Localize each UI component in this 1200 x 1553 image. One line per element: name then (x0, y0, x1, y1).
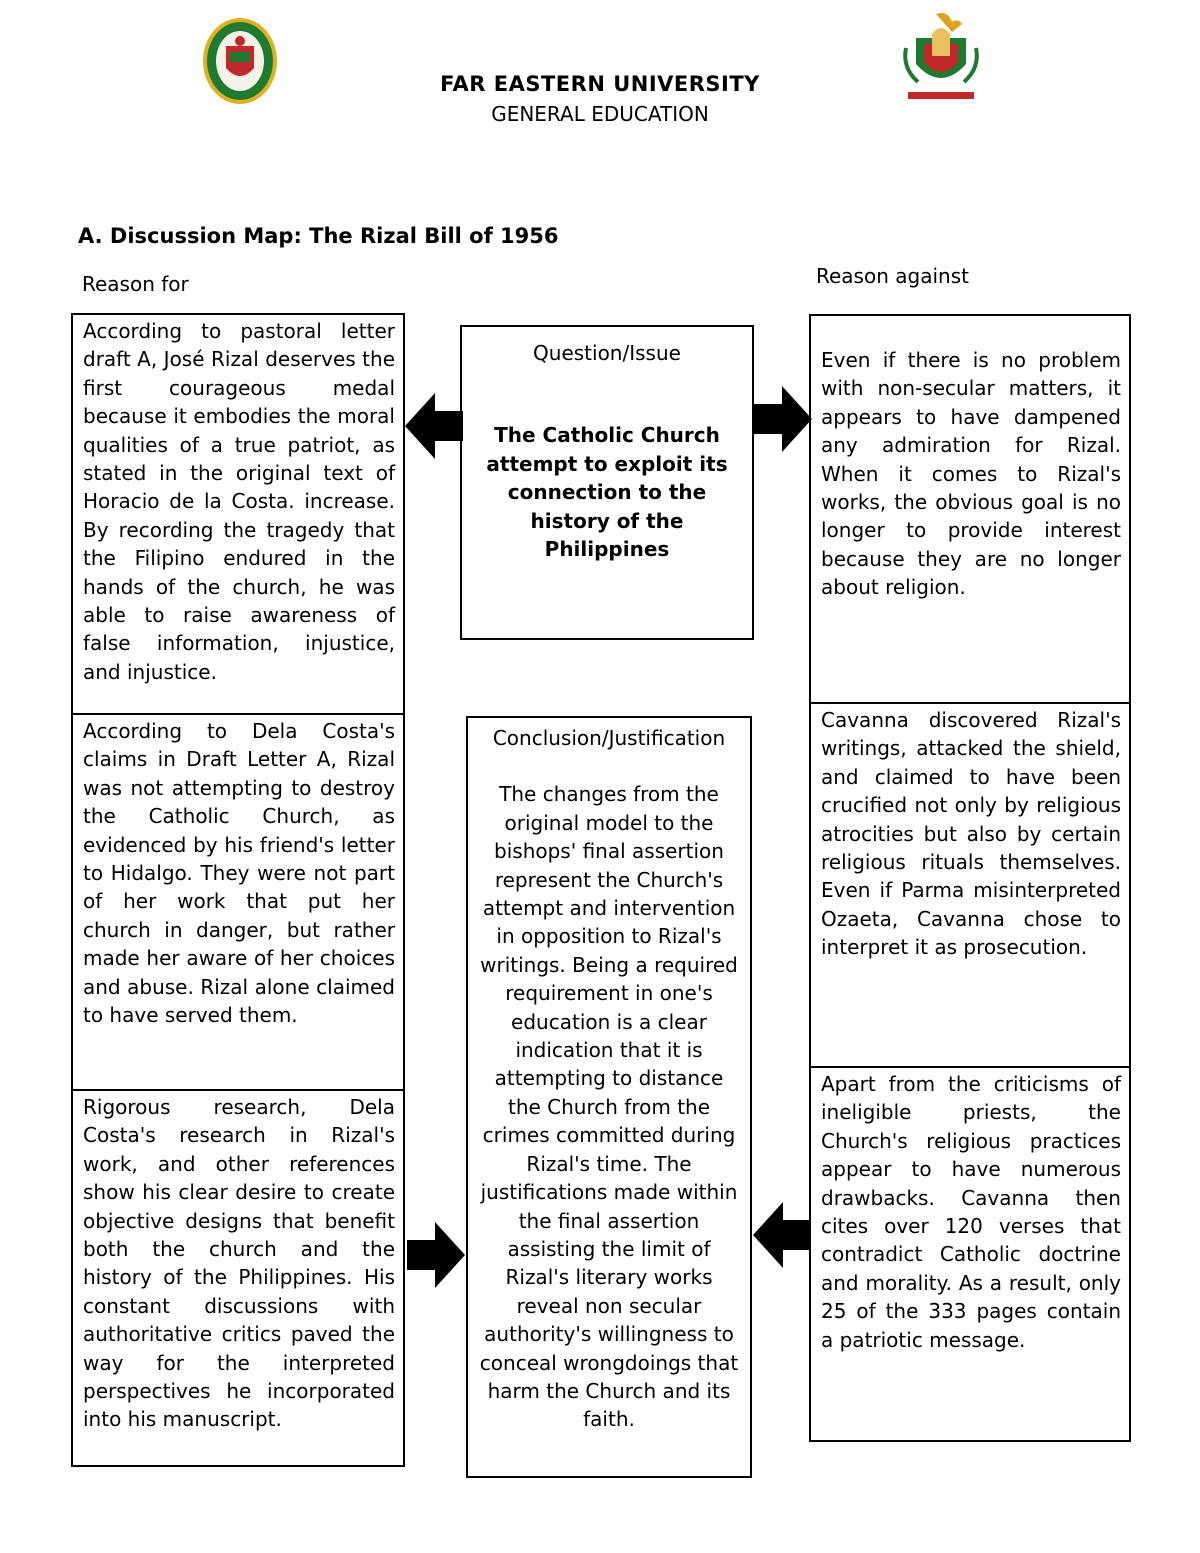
reason-for-box-3 (71, 1089, 405, 1467)
question-issue-label: Question/Issue (533, 341, 681, 365)
section-title: A. Discussion Map: The Rizal Bill of 1956 (78, 224, 559, 248)
question-issue-text: The Catholic Church attempt to exploit its connection to the history of the Philippines (486, 423, 728, 562)
reason-for-box-2 (71, 713, 405, 1091)
arrow-right-icon (752, 386, 812, 452)
reason-against-box-2 (809, 702, 1131, 1068)
arrow-left-icon (405, 393, 465, 459)
reason-against-box-3 (809, 1066, 1131, 1442)
arrow-right-to-conclusion-icon (405, 1222, 465, 1288)
reason-against-label: Reason against (816, 264, 969, 288)
reason-for-text-1: According to pastoral letter draft A, José Rizal deserves the first courageous medal because it embodies the moral qualities of a true patriot, as stated in the original text of Horacio de la Costa. increase. By recording the tragedy that the Filipino endured in the hands of the church, he was able to raise awareness of false information, injustice, and injustice. (83, 319, 395, 684)
university-name: FAR EASTERN UNIVERSITY (440, 72, 760, 96)
reason-against-text-3: Apart from the criticisms of ineligible priests, the Church's religious practices appear to have numerous drawbacks. Cavanna then cites over 120 verses that contradict Catholic doctrine and morality. As a result, only 25 of the 333 pages contain a patriotic message. (821, 1072, 1121, 1352)
conclusion-text: The changes from the original model to the bishops' final assertion represent the Church's attempt and intervention in opposition to Rizal's writings. Being a required requirement in one's education is a clear indication that it is attempting to distance the Church from the crimes committed during Rizal's time. The justifications made within the final assertion assisting the limit of Rizal's literary works reveal non secular authority's willingness to conceal wrongdoings that harm the Church and its faith. (479, 782, 739, 1432)
reason-against-box-1 (809, 314, 1131, 704)
reason-against-text-2: Cavanna discovered Rizal's writings, attacked the shield, and claimed to have been crucified not only by religious atrocities but also by certain religious rituals themselves. Even if Parma misinterpreted Ozaeta, Cavanna chose to interpret it as prosecution. (821, 708, 1121, 960)
reason-against-text-1: Even if there is no problem with non-secular matters, it appears to have dampened any admiration for Rizal. When it comes to Rizal's works, the obvious goal is no longer to provide interest because they are no longer about religion. (821, 348, 1121, 600)
conclusion-label: Conclusion/Justification (492, 726, 726, 750)
reason-for-label: Reason for (82, 272, 189, 296)
department-name: GENERAL EDUCATION (491, 102, 709, 126)
question-issue-box (460, 325, 754, 640)
conclusion-box (466, 716, 752, 1478)
reason-for-box-1 (71, 313, 405, 715)
reason-for-text-3: Rigorous research, Dela Costa's research in Rizal's work, and other references show his clear desire to create objective designs that benefit both the church and the history of the Philippines. His constant discussions with authoritative critics paved the way for the interpreted perspectives he incorporated into his manuscript. (83, 1095, 395, 1432)
arrow-left-to-conclusion-icon (753, 1202, 813, 1268)
reason-for-text-2: According to Dela Costa's claims in Draft Letter A, Rizal was not attempting to destroy the Catholic Church, as evidenced by his friend's letter to Hidalgo. They were not part of her work that put her church in danger, but rather made her aware of her choices and abuse. Rizal alone claimed to have served them. (83, 719, 395, 1028)
